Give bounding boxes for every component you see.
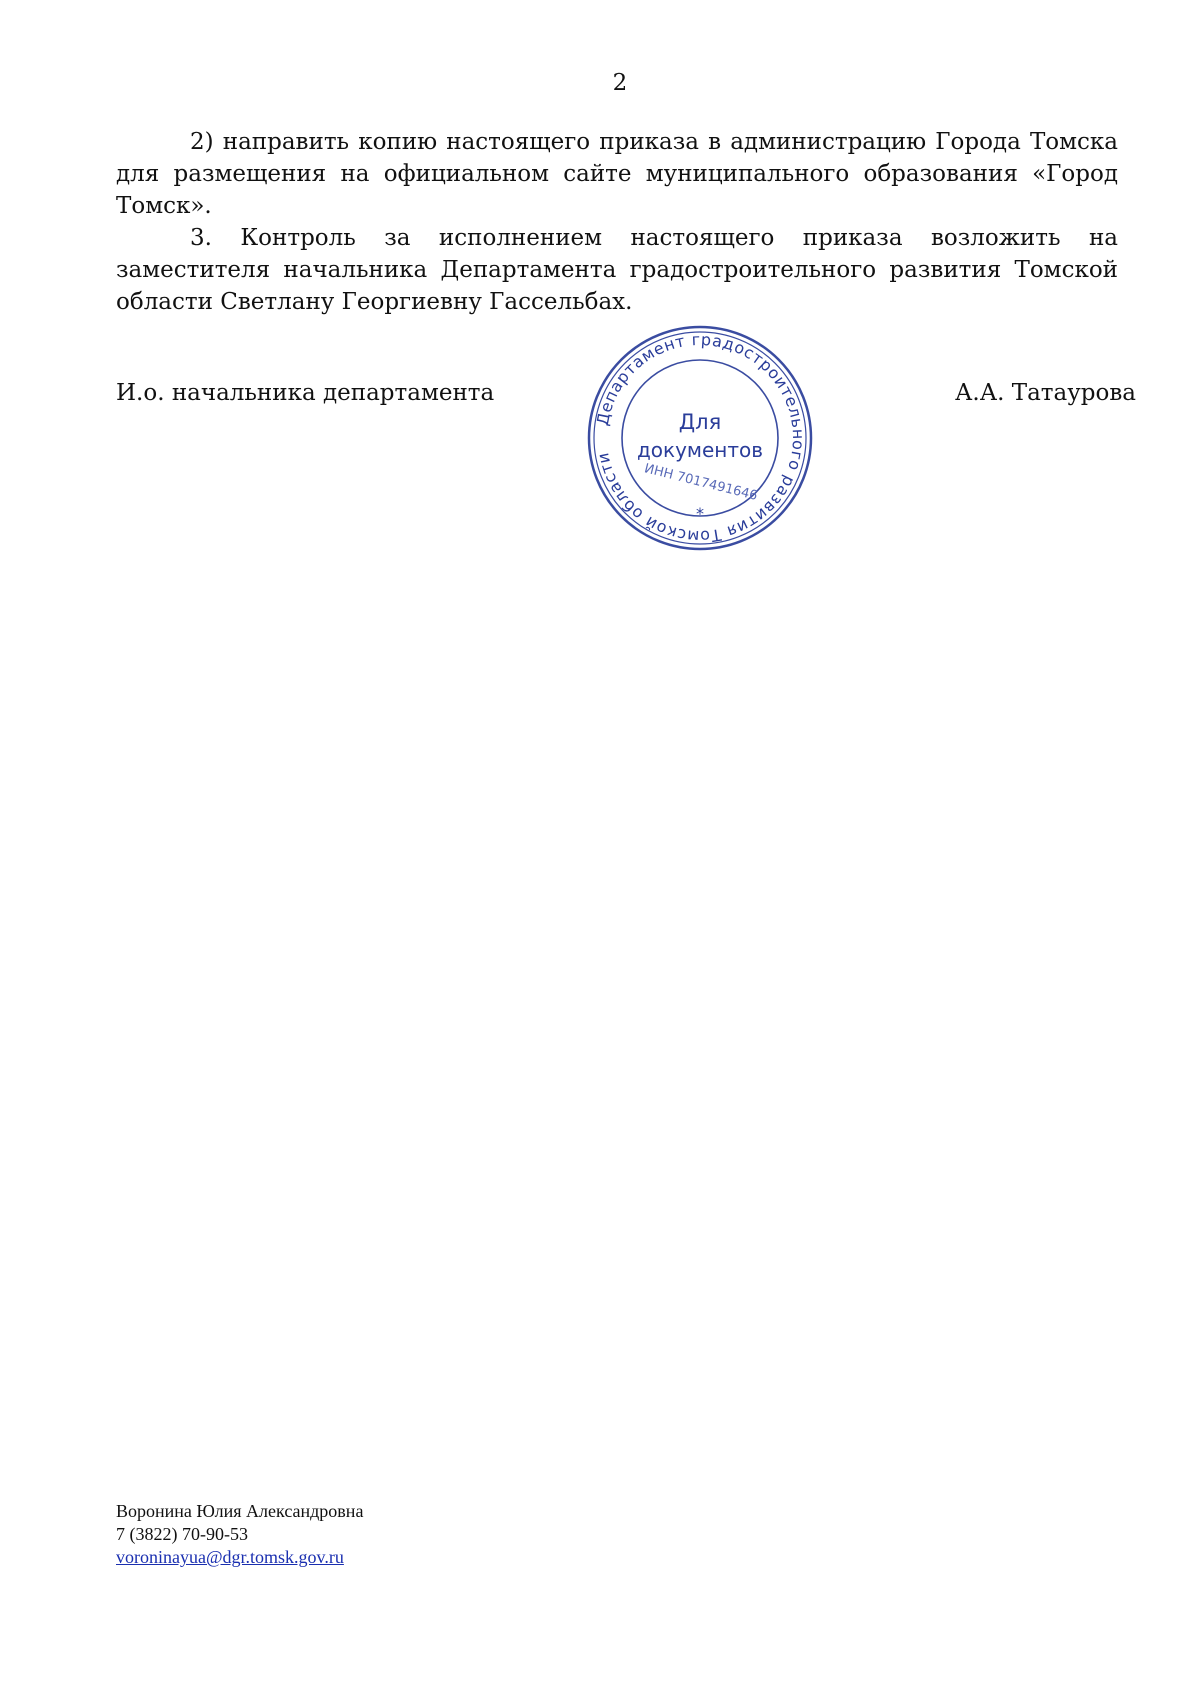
document-body: [116, 126, 1118, 318]
official-seal-stamp: [585, 323, 815, 553]
svg-text:*: *: [696, 504, 704, 523]
stamp-center-line1: Для: [678, 410, 722, 434]
paragraph-control: 3. Контроль за исполнением настоящего приказа возложить на заместителя начальника Департамента градостроительного развития Томской области Светлану Георгиевну Гассельбах.: [116, 225, 1118, 315]
stamp-center-line2: документов: [636, 438, 764, 462]
executor-contacts: [116, 1500, 363, 1569]
page-number: 2: [612, 70, 628, 96]
executor-email-link[interactable]: voroninayua@dgr.tomsk.gov.ru: [116, 1547, 344, 1567]
executor-name: Воронина Юлия Александровна: [116, 1501, 364, 1521]
paragraph-publication: 2) направить копию настоящего приказа в администрацию Города Томска для размещения на официальном сайте муниципального образования «Город Томск».: [116, 129, 1118, 219]
stamp-inn: ИНН 7017491646: [642, 461, 759, 504]
svg-text:Департамент градостроительного: Департамент градостроительного развития Томской области: [592, 329, 809, 547]
executor-phone: 7 (3822) 70-90-53: [116, 1524, 248, 1544]
signer-name: А.А. Татаурова: [954, 380, 1136, 406]
signer-position: И.о. начальника департамента: [116, 380, 495, 406]
